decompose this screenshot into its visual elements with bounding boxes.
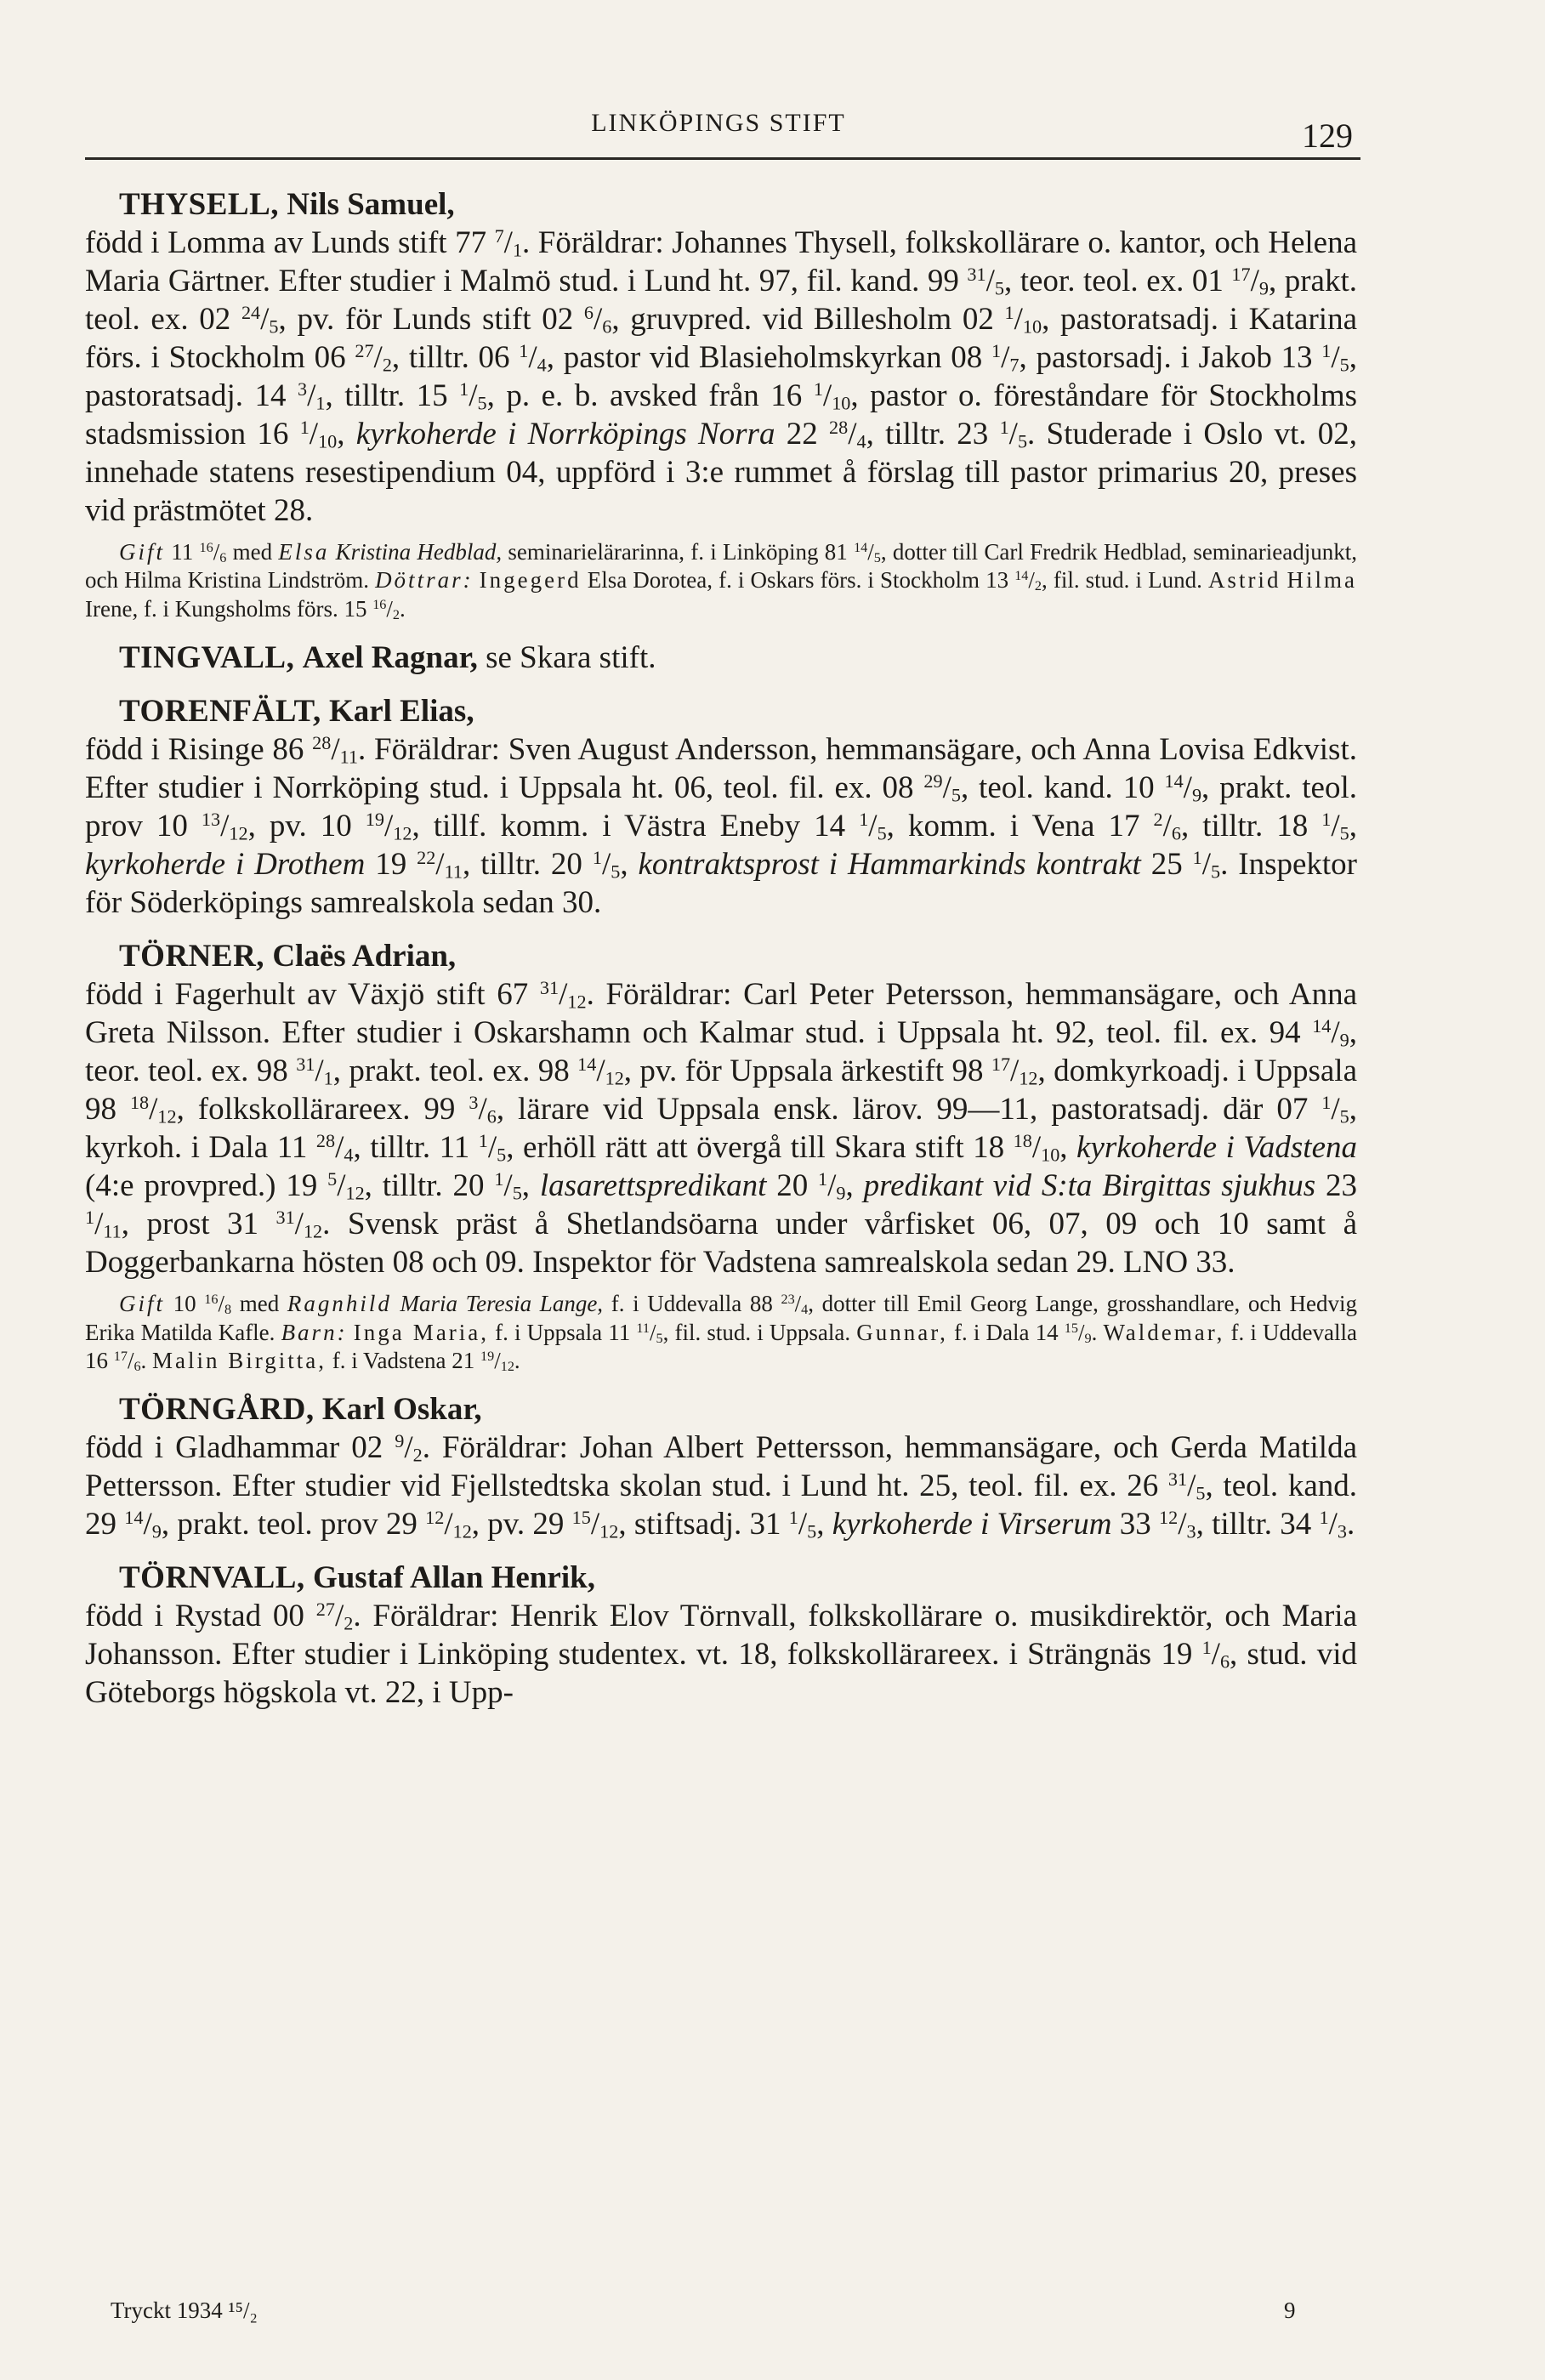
printer-note: Tryckt 1934 ¹⁵/₂ — [111, 2298, 258, 2323]
entry-family: Gift 11 $^{16}/_6$ med Elsa Kristina Hedblad, seminarielärarinna, f. i Linköping 81 $^{14}/_5$, dotter till Carl Fredrik Hedblad, seminarieadjunkt, och Hilma Kristina Lindström. Döttrar: Ingegerd Elsa Dorotea, f. i Oskars förs. i Stockholm 13 $^{14}/_2$, fil. stud. i Lund. Astrid Hilma Irene, f. i Kungsholms förs. 15 $^{16}/_2$. — [85, 539, 1358, 623]
cross-reference: se Skara stift. — [486, 640, 656, 676]
signature-mark: 9 — [1284, 2298, 1296, 2323]
entry-heading — [85, 937, 1357, 975]
entry-biography: född i Lomma av Lunds stift 77 $^7/_1$. Föräldrar: Johannes Thysell, folkskollärare o. kantor, och Helena Maria Gärtner. Efter studier i Malmö stud. i Lund ht. 97, fil. kand. 99 $^{31}/_5$, teor. teol. ex. 01 $^{17}/_9$, prakt. teol. ex. 02 $^{24}/_5$, pv. för Lunds stift 02 $^6/_6$, gruvpred. vid Billesholm 02 $^1/_{10}$, pastoratsadj. i Katarina förs. i Stockholm 06 $^{27}/_2$, tilltr. 06 $^1/_4$, pastor vid Blasieholmskyrkan 08 $^1/_7$, pastorsadj. i Jakob 13 $^1/_5$, pastoratsadj. 14 $^3/_1$, tilltr. 15 $^1/_5$, p. e. b. avsked från 16 $^1/_{10}$, pastor o. föreståndare för Stockholms stadsmission 16 $^1/_{10}$, kyrkoherde i Norrköpings Norra 22 $^{28}/_4$, tilltr. 23 $^1/_5$. Studerade i Oslo vt. 02, innehade statens resestipendium 04, uppförd i 3:e rummet å förslag till pastor primarius 20, preses vid prästmötet 28. — [85, 224, 1358, 528]
entry-given-names: Nils Samuel, — [287, 187, 455, 222]
entry-tingvall — [85, 639, 1357, 677]
entry-tornvall — [85, 1559, 1357, 1712]
running-title: LINKÖPINGS STIFT — [591, 109, 846, 137]
entry-thysell — [85, 185, 1357, 623]
entry-biography: född i Risinge 86 $^{28}/_{11}$. Föräldrar: Sven August Andersson, hemmansägare, och Anna Lovisa Edkvist. Efter studier i Norrköping stud. i Uppsala ht. 06, teol. fil. ex. 08 $^{29}/_5$, teol. kand. 10 $^{14}/_9$, prakt. teol. prov 10 $^{13}/_{12}$, pv. 10 $^{19}/_{12}$, tillf. komm. i Västra Eneby 14 $^1/_5$, komm. i Vena 17 $^2/_6$, tilltr. 18 $^1/_5$, kyrkoherde i Drothem 19 $^{22}/_{11}$, tilltr. 20 $^1/_5$, kontraktsprost i Hammarkinds kontrakt 25 $^1/_5$. Inspektor för Söderköpings samrealskola sedan 30. — [85, 732, 1358, 921]
header-rule — [85, 157, 1360, 160]
entry-surname: TÖRNER, — [119, 939, 265, 974]
entry-biography: född i Rystad 00 $^{27}/_2$. Föräldrar: Henrik Elov Törnvall, folkskollärare o. musikdirektör, och Maria Johansson. Efter studier i Linköping studentex. vt. 18, folkskollärareex. i Strängnäs 19 $^1/_6$, stud. vid Göteborgs högskola vt. 22, i Upp- — [85, 1599, 1357, 1711]
entry-heading — [85, 185, 1357, 224]
entry-heading — [85, 1390, 1357, 1429]
entry-torenfalt — [85, 692, 1357, 922]
text-column — [85, 185, 1357, 1727]
entry-given-names: Claës Adrian, — [272, 939, 457, 974]
entry-surname: TINGVALL, — [119, 640, 295, 676]
entry-torner — [85, 937, 1357, 1375]
entry-biography: född i Gladhammar 02 $^9/_2$. Föräldrar: Johan Albert Pettersson, hemmansägare, och Gerda Matilda Pettersson. Efter studier vid Fjellstedtska skolan stud. i Lund ht. 25, teol. fil. ex. 26 $^{31}/_5$, teol. kand. 29 $^{14}/_9$, prakt. teol. prov 29 $^{12}/_{12}$, pv. 29 $^{15}/_{12}$, stiftsadj. 31 $^1/_5$, kyrkoherde i Virserum 33 $^{12}/_3$, tilltr. 34 $^1/_3$. — [85, 1430, 1358, 1542]
entry-heading — [85, 1559, 1357, 1597]
entry-torngard — [85, 1390, 1357, 1543]
entry-surname: TORENFÄLT, — [119, 694, 321, 730]
entry-biography: född i Fagerhult av Växjö stift 67 $^{31}/_{12}$. Föräldrar: Carl Peter Petersson, hemmansägare, och Anna Greta Nilsson. Efter studier i Oskarshamn och Kalmar stud. i Uppsala ht. 92, teol. fil. ex. 94 $^{14}/_9$, teor. teol. ex. 98 $^{31}/_1$, prakt. teol. ex. 98 $^{14}/_{12}$, pv. för Uppsala ärkestift 98 $^{17}/_{12}$, domkyrkoadj. i Uppsala 98 $^{18}/_{12}$, folkskollärareex. 99 $^3/_6$, lärare vid Uppsala ensk. lärov. 99—11, pastoratsadj. där 07 $^1/_5$, kyrkoh. i Dala 11 $^{28}/_4$, tilltr. 11 $^1/_5$, erhöll rätt att övergå till Skara stift 18 $^{18}/_{10}$, kyrkoherde i Vadstena (4:e provpred.) 19 $^5/_{12}$, tilltr. 20 $^1/_5$, lasarettspredikant 20 $^1/_9$, predikant vid S:ta Birgittas sjukhus 23 $^1/_{11}$, prost 31 $^{31}/_{12}$. Svensk präst å Shetlandsöarna under vårfisket 06, 07, 09 och 10 samt å Doggerbankarna hösten 08 och 09. Inspektor för Vadstena samrealskola sedan 29. LNO 33. — [85, 977, 1358, 1281]
entry-given-names: Karl Elias, — [328, 694, 474, 730]
entry-heading — [85, 692, 1357, 730]
entry-given-names: Axel Ragnar, — [302, 640, 478, 676]
entry-surname: TÖRNGÅRD, — [119, 1392, 315, 1428]
entry-surname: THYSELL, — [119, 187, 280, 222]
page-number: 129 — [1302, 116, 1353, 155]
entry-family: Gift 10 $^{16}/_8$ med Ragnhild Maria Teresia Lange, f. i Uddevalla 88 $^{23}/_4$, dotter till Emil Georg Lange, grosshandlare, och Hedvig Erika Matilda Kafle. Barn: Inga Maria, f. i Uppsala 11 $^{11}/_5$, fil. stud. i Uppsala. Gunnar, f. i Dala 14 $^{15}/_9$. Waldemar, f. i Uddevalla 16 $^{17}/_6$. Malin Birgitta, f. i Vadstena 21 $^{19}/_{12}$. — [85, 1291, 1357, 1375]
entry-surname: TÖRNVALL, — [119, 1560, 305, 1596]
entry-given-names: Gustaf Allan Henrik, — [312, 1560, 595, 1596]
entry-heading — [85, 639, 1357, 677]
entry-given-names: Karl Oskar, — [321, 1392, 482, 1428]
